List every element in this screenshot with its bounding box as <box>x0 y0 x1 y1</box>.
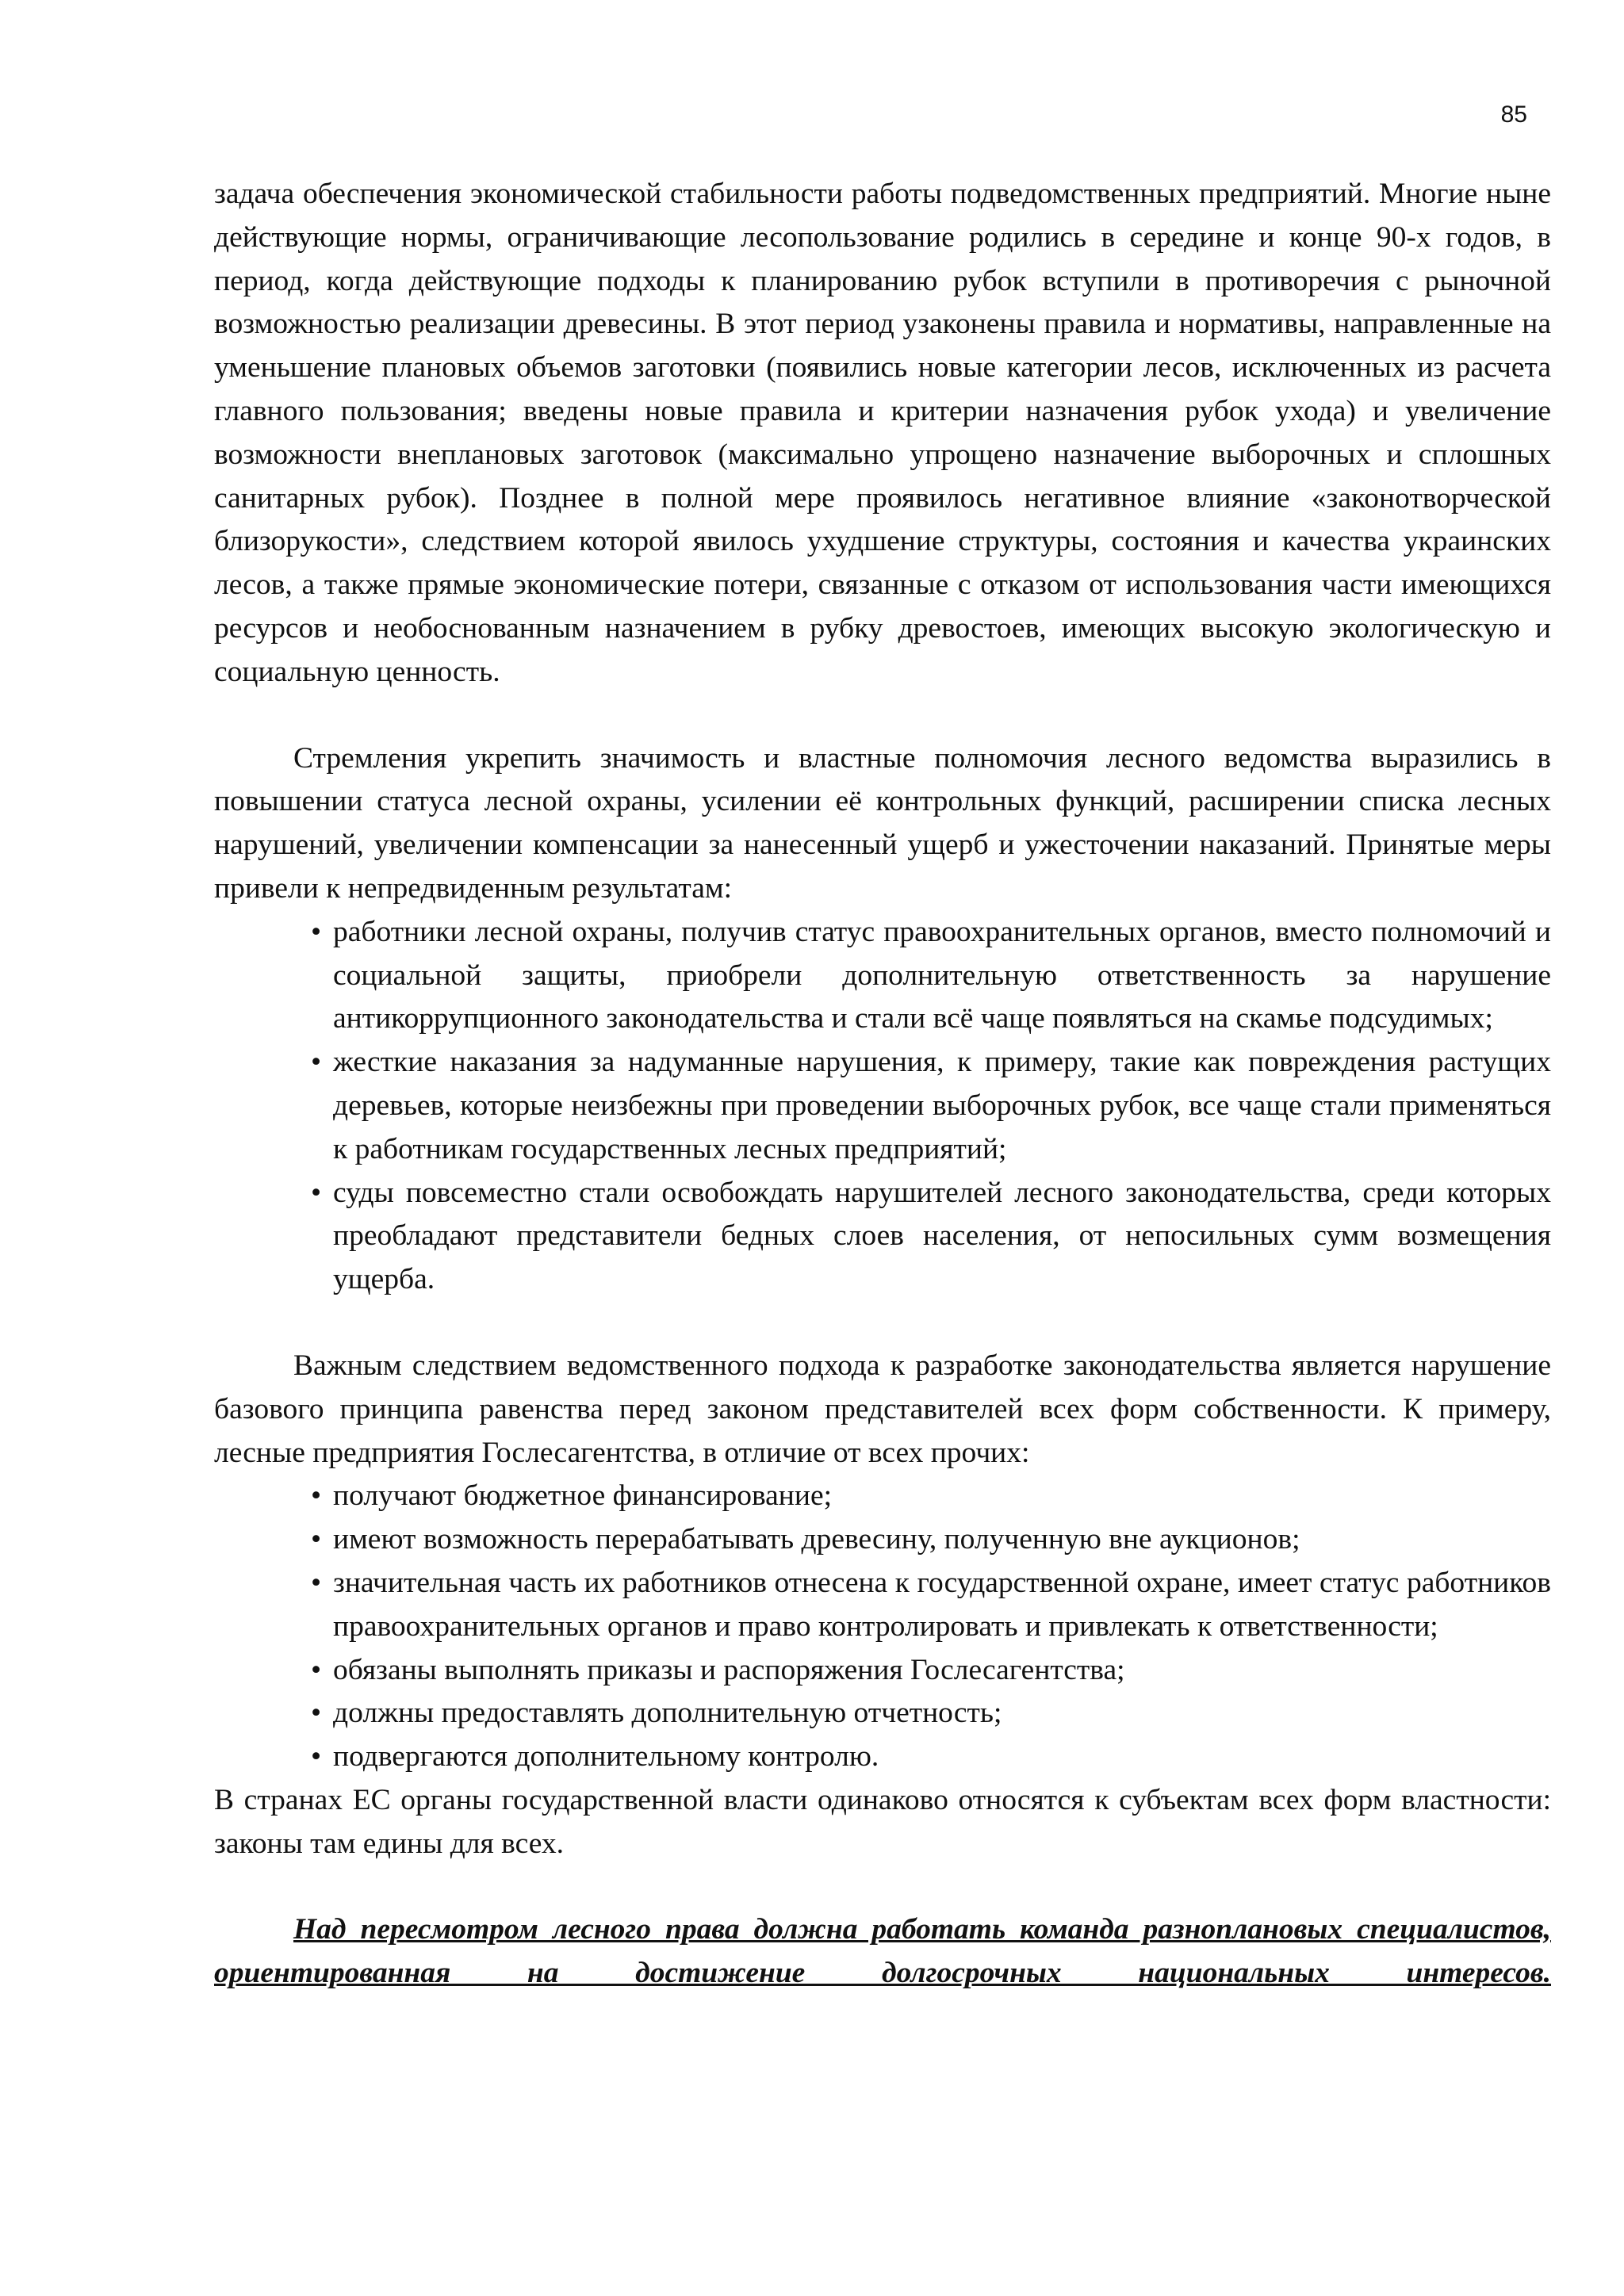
bullet-list-consequences <box>214 911 1551 1302</box>
list-item-text: обязаны выполнять приказы и распоряжения Гослесагентства; <box>333 1653 1125 1686</box>
conclusion-statement: Над пересмотром лесного права должна работать команда разноплановых специалистов, ориентированная на достижение долгосрочных национальных интересов. <box>214 1913 1551 1990</box>
list-item-text: подвергаются дополнительному контролю. <box>333 1740 879 1774</box>
list-item <box>214 1562 1551 1649</box>
bullet-icon: • <box>311 1046 322 1079</box>
list-item-text: получают бюджетное финансирование; <box>333 1479 833 1513</box>
paragraph-1: задача обеспечения экономической стабильности работы подведомственных предприятий. Многие ныне действующие нормы, ограничивающие лесопользование родились в середине и конце 90-х годов, в период, когда действующие подходы к планированию рубок вступили в противоречия с рыночной возможностью реализации древесины. В этот период узаконены правила и нормативы, направленные на уменьшение плановых объемов заготовки (появились новые категории лесов, исключенных из расчета главного пользования; введены новые правила и критерии назначения рубок ухода) и увеличение возможности внеплановых заготовок (максимально упрощено назначение выборочных и сплошных санитарных рубок). Позднее в полной мере проявилось негативное влияние «законотворческой близорукости», следствием которой явилось ухудшение структуры, состояния и качества украинских лесов, а также прямые экономические потери, связанные с отказом от использования части имеющихся ресурсов и необоснованным назначением в рубку древостоев, имеющих высокую экологическую и социальную ценность. <box>214 178 1551 688</box>
list-item <box>214 1649 1551 1693</box>
list-item <box>214 1041 1551 1171</box>
bullet-icon: • <box>311 1479 322 1513</box>
list-item <box>214 911 1551 1041</box>
page-body <box>214 173 1551 1996</box>
bullet-icon: • <box>311 1697 322 1730</box>
bullet-icon: • <box>311 1566 322 1599</box>
list-item-text: имеют возможность перерабатывать древесину, полученную вне аукционов; <box>333 1523 1300 1556</box>
list-item-text: значительная часть их работников отнесена к государственной охране, имеет статус работников правоохранительных органов и право контролировать и привлекать к ответственности; <box>333 1566 1551 1643</box>
list-item <box>214 1518 1551 1562</box>
list-item-text: должны предоставлять дополнительную отчетность; <box>333 1697 1002 1730</box>
bullet-icon: • <box>311 1653 322 1686</box>
list-item <box>214 1172 1551 1302</box>
list-item <box>214 1692 1551 1735</box>
bullet-icon: • <box>311 915 322 948</box>
paragraph-2: Стремления укрепить значимость и властные полномочия лесного ведомства выразились в повышении статуса лесной охраны, усилении её контрольных функций, расширении списка лесных нарушений, увеличении компенсации за нанесенный ущерб и ужесточении наказаний. Принятые меры привели к непредвиденным результатам: <box>214 741 1551 905</box>
list-item-text: жесткие наказания за надуманные нарушения, к примеру, такие как повреждения растущих деревьев, которые неизбежны при проведении выборочных рубок, все чаще стали применяться к работникам государственных лесных предприятий; <box>333 1046 1551 1165</box>
paragraph-3: Важным следствием ведомственного подхода к разработке законодательства является нарушение базового принципа равенства перед законом представителей всех форм собственности. К примеру, лесные предприятия Гослесагентства, в отличие от всех прочих: <box>214 1349 1551 1469</box>
list-item <box>214 1735 1551 1779</box>
list-item <box>214 1475 1551 1518</box>
page-number: 85 <box>1500 101 1527 128</box>
bullet-icon: • <box>311 1176 322 1209</box>
bullet-icon: • <box>311 1740 322 1774</box>
bullet-icon: • <box>311 1523 322 1556</box>
list-item-text: работники лесной охраны, получив статус правоохранительных органов, вместо полномочий и социальной защиты, приобрели дополнительную ответственность за нарушение антикоррупционного законодательства и стали всё чаще появляться на скамье подсудимых; <box>333 915 1551 1035</box>
paragraph-4: В странах ЕС органы государственной власти одинаково относятся к субъектам всех форм властности: законы там едины для всех. <box>214 1783 1551 1860</box>
bullet-list-privileges <box>214 1475 1551 1779</box>
list-item-text: суды повсеместно стали освобождать нарушителей лесного законодательства, среди которых преобладают представители бедных слоев населения, от непосильных сумм возмещения ущерба. <box>333 1176 1551 1296</box>
